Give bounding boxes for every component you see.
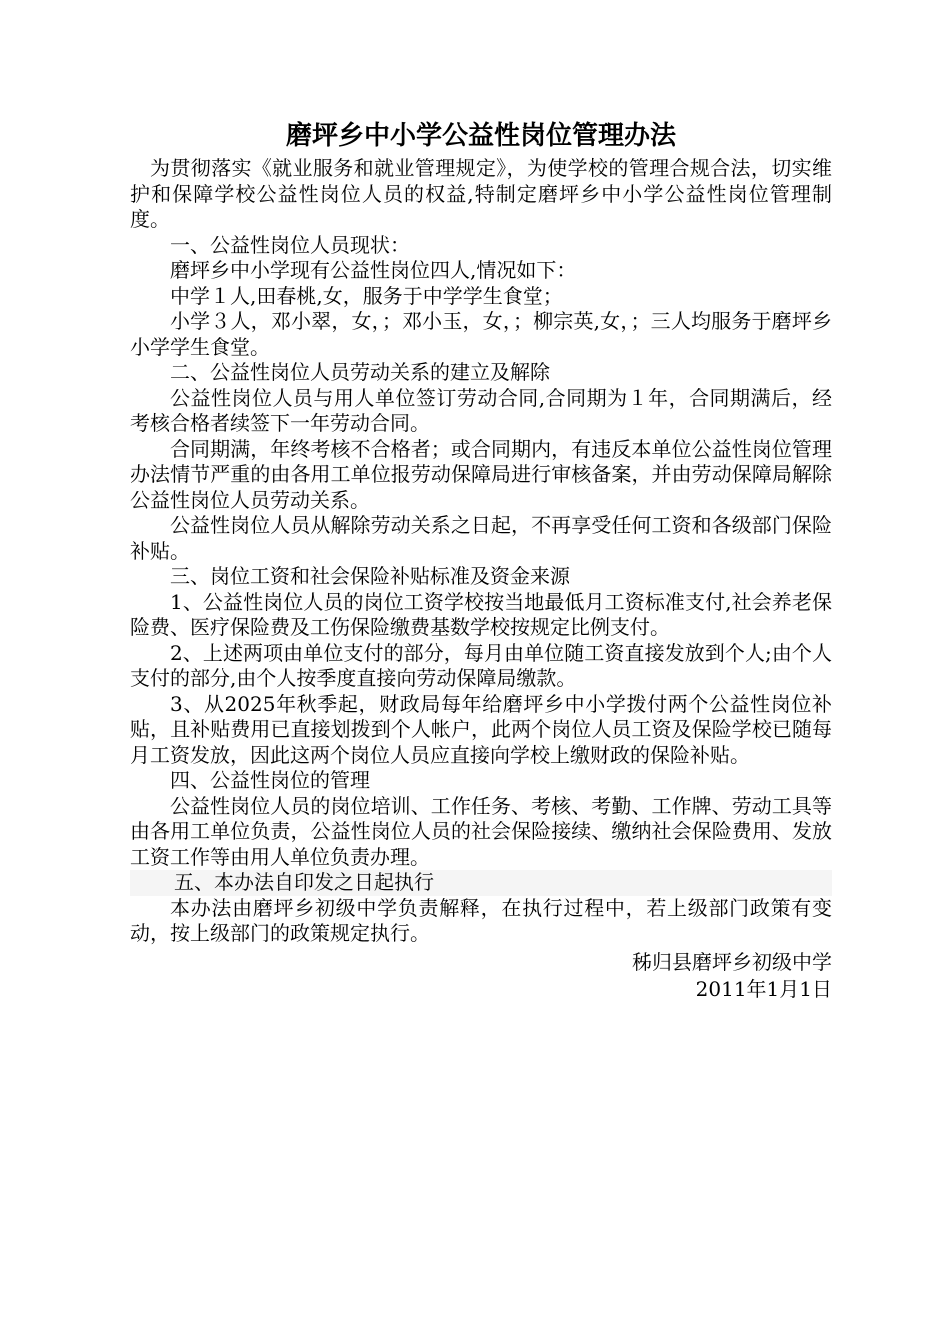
section-heading-3: 三、岗位工资和社会保险补贴标准及资金来源 — [170, 564, 570, 588]
body-paragraph: 中学１人,田春桃,女，服务于中学学生食堂； — [170, 283, 563, 308]
section-heading-1: 一、公益性岗位人员现状： — [170, 232, 410, 257]
section-heading-5: 五、本办法自印发之日起执行 — [130, 870, 832, 896]
body-paragraph: 公益性岗位人员的岗位培训、工作任务、考核、考勤、工作牌、劳动工具等由各用工单位负责，公益性岗位人员的社会保险接续、缴纳社会保险费用、发放工资工作等由用人单位负责办理。 — [130, 793, 832, 869]
body-paragraph: 3、从2025年秋季起，财政局每年给磨坪乡中小学拨付两个公益性岗位补贴，且补贴费用已直接划拨到个人帐户，此两个岗位人员工资及保险学校已随每月工资发放，因此这两个岗位人员应直接向学校上缴财政的保险补贴。 — [130, 691, 832, 767]
body-paragraph: 本办法由磨坪乡初级中学负责解释，在执行过程中，若上级部门政策有变动，按上级部门的政策规定执行。 — [130, 895, 832, 945]
body-paragraph: 公益性岗位人员与用人单位签订劳动合同,合同期为１年，合同期满后，经考核合格者续签下一年劳动合同。 — [130, 385, 832, 435]
body-paragraph: 合同期满，年终考核不合格者；或合同期内，有违反本单位公益性岗位管理办法情节严重的由各用工单位报劳动保障局进行审核备案，并由劳动保障局解除公益性岗位人员劳动关系。 — [130, 436, 832, 512]
section-heading-4: 四、公益性岗位的管理 — [170, 768, 370, 792]
signature-date: 2011年1月1日 — [695, 976, 832, 1001]
body-paragraph: 磨坪乡中小学现有公益性岗位四人,情况如下： — [170, 258, 577, 282]
body-paragraph: 小学３人，邓小翠，女，；邓小玉，女，；柳宗英,女，；三人均服务于磨坪乡小学学生食堂。 — [130, 309, 832, 359]
document-body — [130, 156, 832, 947]
body-paragraph: 公益性岗位人员从解除劳动关系之日起，不再享受任何工资和各级部门保险补贴。 — [130, 513, 832, 563]
document-page — [130, 118, 832, 1003]
signature-organization: 秭归县磨坪乡初级中学 — [632, 949, 832, 974]
intro-paragraph: 为贯彻落实《就业服务和就业管理规定》，为使学校的管理合规合法，切实维护和保障学校公益性岗位人员的权益,特制定磨坪乡中小学公益性岗位管理制度。 — [130, 156, 832, 231]
body-paragraph: 2、上述两项由单位支付的部分，每月由单位随工资直接发放到个人;由个人支付的部分,由个人按季度直接向劳动保障局缴款。 — [130, 640, 832, 690]
document-title: 磨坪乡中小学公益性岗位管理办法 — [285, 121, 676, 151]
section-heading-2: 二、公益性岗位人员劳动关系的建立及解除 — [170, 360, 550, 384]
signature-block — [130, 949, 832, 1003]
body-paragraph: 1、公益性岗位人员的岗位工资学校按当地最低月工资标准支付,社会养老保险费、医疗保险费及工伤保险缴费基数学校按规定比例支付。 — [130, 589, 832, 639]
